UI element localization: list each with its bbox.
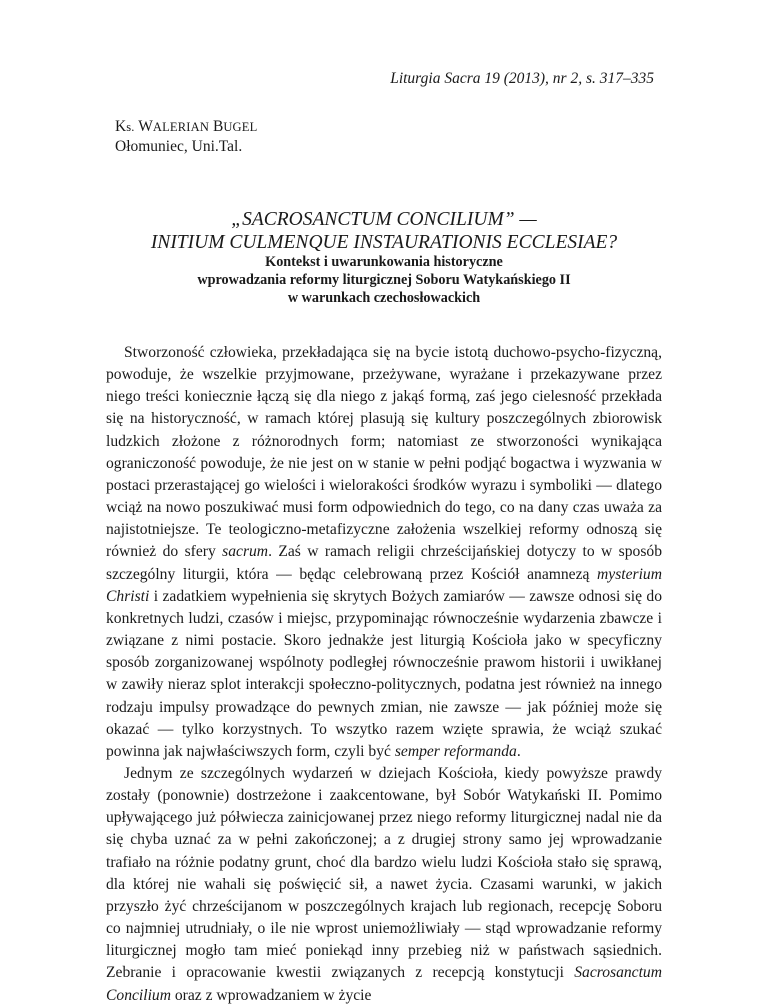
author-name: Ks. WALERIAN BUGEL [115, 118, 258, 135]
article-body [106, 342, 662, 1007]
author-block [115, 117, 257, 157]
title-line-1: „SACROSANCTUM CONCILIUM” — [231, 209, 537, 230]
journal-reference: Liturgia Sacra 19 (2013), nr 2, s. 317–335 [390, 70, 654, 87]
body-paragraph-2: Jednym ze szczególnych wydarzeń w dziejach Kościoła, kiedy powyższe prawdy zostały (ponownie) dostrzeżone i zaakcentowane, był Sobór Watykański II. Pomimo upływającego już półwiecza zainicjowanej przez niego reformy liturgicznej nadal nie da się chyba uznać za w pełni zakończonej; a z drugiej strony samo jej wprowadzanie trafiało na różnie podatny grunt, choć dla bardzo wielu ludzi Kościoła stało się sprawą, dla której nie wahali się poświęcić sił, a nawet życia. Czasami warunki, w jakich przyszło żyć chrześcijanom w poszczególnych krajach lub regionach, recepcję Soboru co najmniej utrudniały, o ile nie wprost uniemożliwiały — stąd wprowadzanie reformy liturgicznej mogło tam mieć poniekąd inny przebieg niż w państwach sąsiednich. Zebranie i opracowanie kwestii związanych z recepcją konstytucji Sacrosanctum Concilium oraz z wprowadzaniem w życie [106, 764, 662, 1004]
subtitle-line-1: Kontekst i uwarunkowania historyczne [265, 254, 503, 270]
body-paragraph-1: Stworzoność człowieka, przekładająca się na bycie istotą duchowo-psycho-fizyczną, powoduje, że wszelkie przyjmowane, przeżywane, wyrażane i przekazywane przez niego treści koniecznie łączą się dla niego z jakąś formą, zaś jego cielesność przekłada się na historyczność, w ramach której plasują się kultury poszczególnych zbiorowisk ludzkich złożone z różnorodnych form; natomiast ze stworzoności wynikająca ograniczoność powoduje, że nie jest on w stanie w pełni podjąć bogactwa i wyzwania w postaci przerastającej go wielości i wielorakości środków wyrazu i symboliki — dlatego wciąż na nowo poszukiwać musi form odpowiednich do tego, co na dany czas uważa za najistotniejsze. Te teologiczno-metafizyczne założenia wszelkiej reformy odnoszą się również do sfery sacrum. Zaś w ramach religii chrześcijańskiej dotyczy to w sposób szczególny liturgii, która — będąc celebrowaną przez Kościół anamnezą mysterium Christi i zadatkiem wypełnienia się skrytych Bożych zamiarów — zawsze odnosi się do konkretnych ludzi, czasów i miejsc, przypominając równocześnie wydarzenia zbawcze i związane z nimi postacie. Skoro jednakże jest liturgią Kościoła jako w specyficzny sposób zorganizowanej wspólnoty podległej równocześnie prawom historii i uwikłanej w zawiły nieraz splot interakcji społeczno-politycznych, podatna jest również na innego rodzaju impulsy prowadzące do pewnych zmian, nie zawsze — jak później może się okazać — tylko korzystnych. To wszytko razem wzięte sprawia, że wciąż szukać powinna jak najwłaściwszych form, czyli być semper reformanda. [106, 344, 663, 760]
subtitle-line-3: w warunkach czechosłowackich [287, 290, 481, 306]
author-affiliation: Ołomuniec, Uni.Tal. [115, 138, 243, 155]
subtitle-line-2: wprowadzania reformy liturgicznej Soboru Watykańskiego II [197, 272, 571, 288]
article-subtitle [0, 253, 768, 307]
article-title [0, 208, 768, 254]
title-line-2: INITIUM CULMENQUE INSTAURATIONIS ECCLESIAE? [150, 232, 618, 253]
